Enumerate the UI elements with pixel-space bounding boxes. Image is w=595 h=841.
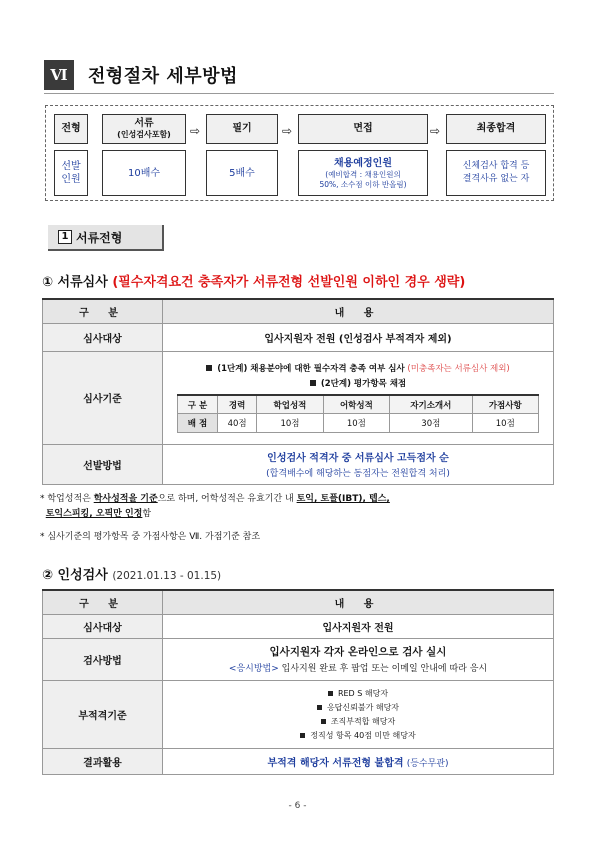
flow-stage-head: 최종합격 xyxy=(446,114,546,144)
score-table xyxy=(177,394,539,434)
score-header: 가점사항 xyxy=(472,395,538,414)
flow-stage-final xyxy=(446,114,546,196)
score-cell: 10점 xyxy=(323,414,389,433)
score-header: 자기소개서 xyxy=(390,395,472,414)
col-header: 내 용 xyxy=(163,299,554,323)
bullet-icon xyxy=(321,719,326,724)
flow-body-line: 채용예정인원 xyxy=(334,157,392,169)
score-header: 구 분 xyxy=(178,395,218,414)
score-cell: 배 점 xyxy=(178,414,218,433)
score-cell: 40점 xyxy=(217,414,256,433)
process-flow xyxy=(45,105,554,201)
doc-review-table xyxy=(42,298,554,485)
select-note: (합격배수에 해당하는 동점자는 전원합격 처리) xyxy=(266,469,450,479)
flow-arrow-icon: ⇨ xyxy=(282,124,293,138)
unfit-item: 조직부적합 해당자 xyxy=(330,716,396,726)
flow-stage-body: 10배수 xyxy=(102,150,186,196)
flow-head-label: 서류 xyxy=(134,118,154,129)
section-header xyxy=(44,60,554,94)
select-value: 인성검사 적격자 중 서류심사 고득점자 순 xyxy=(267,453,449,464)
unfit-item: 정직성 항목 40점 미만 해당자 xyxy=(310,730,416,740)
flow-body-line: 선발 xyxy=(61,161,81,172)
flow-stage-head xyxy=(102,114,186,144)
result-value: 부적격 해당자 서류전형 불합격 xyxy=(267,757,404,769)
score-cell: 10점 xyxy=(257,414,323,433)
col-header: 구 분 xyxy=(43,590,163,614)
flow-body-note: 50%, 소수점 이하 반올림) xyxy=(319,179,407,189)
method-cell xyxy=(163,638,554,680)
score-cell: 30점 xyxy=(390,414,472,433)
flow-stage-head: 면접 xyxy=(298,114,428,144)
personality-table xyxy=(42,589,554,775)
bullet-icon xyxy=(310,380,316,386)
flow-arrow-icon: ⇨ xyxy=(190,124,201,138)
method-tag: <응시방법> xyxy=(228,664,279,674)
score-header: 학업성적 xyxy=(257,395,323,414)
heading-title: 서류심사 xyxy=(57,275,108,290)
flow-stage-interview xyxy=(298,114,428,196)
unfit-cell xyxy=(163,680,554,748)
note-academic: * 학업성적은 학사성적을 기준으로 하며, 어학성적은 유효기간 내 토익, 토플(IBT), 텝스, 토익스피킹, 오픽만 인정함 xyxy=(40,494,390,519)
flow-stage-body: 5배수 xyxy=(206,150,278,196)
criteria-step2: (2단계) 평가항목 채점 xyxy=(320,378,407,389)
flow-head-sub: (인성검사포함) xyxy=(117,130,171,139)
method-line1: 입사지원자 각자 온라인으로 검사 실시 xyxy=(269,646,447,658)
row-value: 입사지원자 전원 xyxy=(163,614,554,638)
col-header: 내 용 xyxy=(163,590,554,614)
heading-title: 인성검사 xyxy=(57,568,108,583)
heading-number: ① xyxy=(42,275,54,290)
flow-body-line: 인원 xyxy=(61,174,81,185)
flow-stage-head: 전형 xyxy=(54,114,88,144)
flow-body-line: 결격사유 없는 자 xyxy=(462,174,530,184)
heading-number: ② xyxy=(42,568,54,583)
flow-stage-written xyxy=(206,114,278,196)
row-label: 선발방법 xyxy=(43,444,163,484)
section-number: Ⅵ xyxy=(44,60,74,90)
criteria-cell xyxy=(163,351,554,444)
flow-stage-document xyxy=(102,114,186,196)
score-header: 경력 xyxy=(217,395,256,414)
flow-stage-head: 필기 xyxy=(206,114,278,144)
subsection-badge xyxy=(48,225,164,251)
row-label: 부적격기준 xyxy=(43,680,163,748)
bullet-icon xyxy=(317,705,322,710)
flow-stage-body xyxy=(54,150,88,196)
heading-period: (2021.01.13 - 01.15) xyxy=(112,570,222,582)
flow-arrow-icon: ⇨ xyxy=(430,124,441,138)
unfit-item: RED S 해당자 xyxy=(337,688,389,698)
page-number: - 6 - xyxy=(288,801,307,811)
row-label: 심사대상 xyxy=(43,323,163,351)
flow-body-line: 신체검사 합격 등 xyxy=(462,161,530,171)
flow-stage-type xyxy=(54,114,88,196)
subsection-title: 서류전형 xyxy=(76,230,123,245)
row-label: 검사방법 xyxy=(43,638,163,680)
criteria-step1: (1단계) 채용분야에 대한 필수자격 충족 여부 심사 xyxy=(217,363,405,374)
flow-body-note: (예비합격 : 채용인원의 xyxy=(325,169,401,179)
unfit-item: 응답신뢰불가 해당자 xyxy=(326,702,400,712)
section-title: 전형절차 세부방법 xyxy=(88,66,238,87)
row-value: 입사지원자 전원 (인성검사 부적격자 제외) xyxy=(163,323,554,351)
flow-stage-body xyxy=(446,150,546,196)
subsection-number: 1 xyxy=(58,230,72,244)
score-cell: 10점 xyxy=(472,414,538,433)
row-label: 심사대상 xyxy=(43,614,163,638)
row-label: 심사기준 xyxy=(43,351,163,444)
heading-note: (필수자격요건 충족자가 서류전형 선발인원 이하인 경우 생략) xyxy=(112,275,466,290)
bullet-icon xyxy=(300,733,305,738)
doc-review-heading xyxy=(42,271,465,290)
note-bonus: * 심사기준의 평가항목 중 가점사항은 Ⅶ. 가점기준 참조 xyxy=(40,532,261,542)
criteria-step1-note: (미충족자는 서류심사 제외) xyxy=(407,363,510,374)
personality-heading xyxy=(42,564,221,583)
method-line2: 입사지원 완료 후 팝업 또는 이메일 안내에 따라 응시 xyxy=(278,664,488,674)
col-header: 구 분 xyxy=(43,299,163,323)
flow-stage-body xyxy=(298,150,428,196)
select-cell xyxy=(163,444,554,484)
bullet-icon xyxy=(328,691,333,696)
bullet-icon xyxy=(206,365,212,371)
score-header: 어학성적 xyxy=(323,395,389,414)
row-label: 결과활용 xyxy=(43,748,163,774)
result-note: (등수무관) xyxy=(406,758,449,769)
result-cell xyxy=(163,748,554,774)
